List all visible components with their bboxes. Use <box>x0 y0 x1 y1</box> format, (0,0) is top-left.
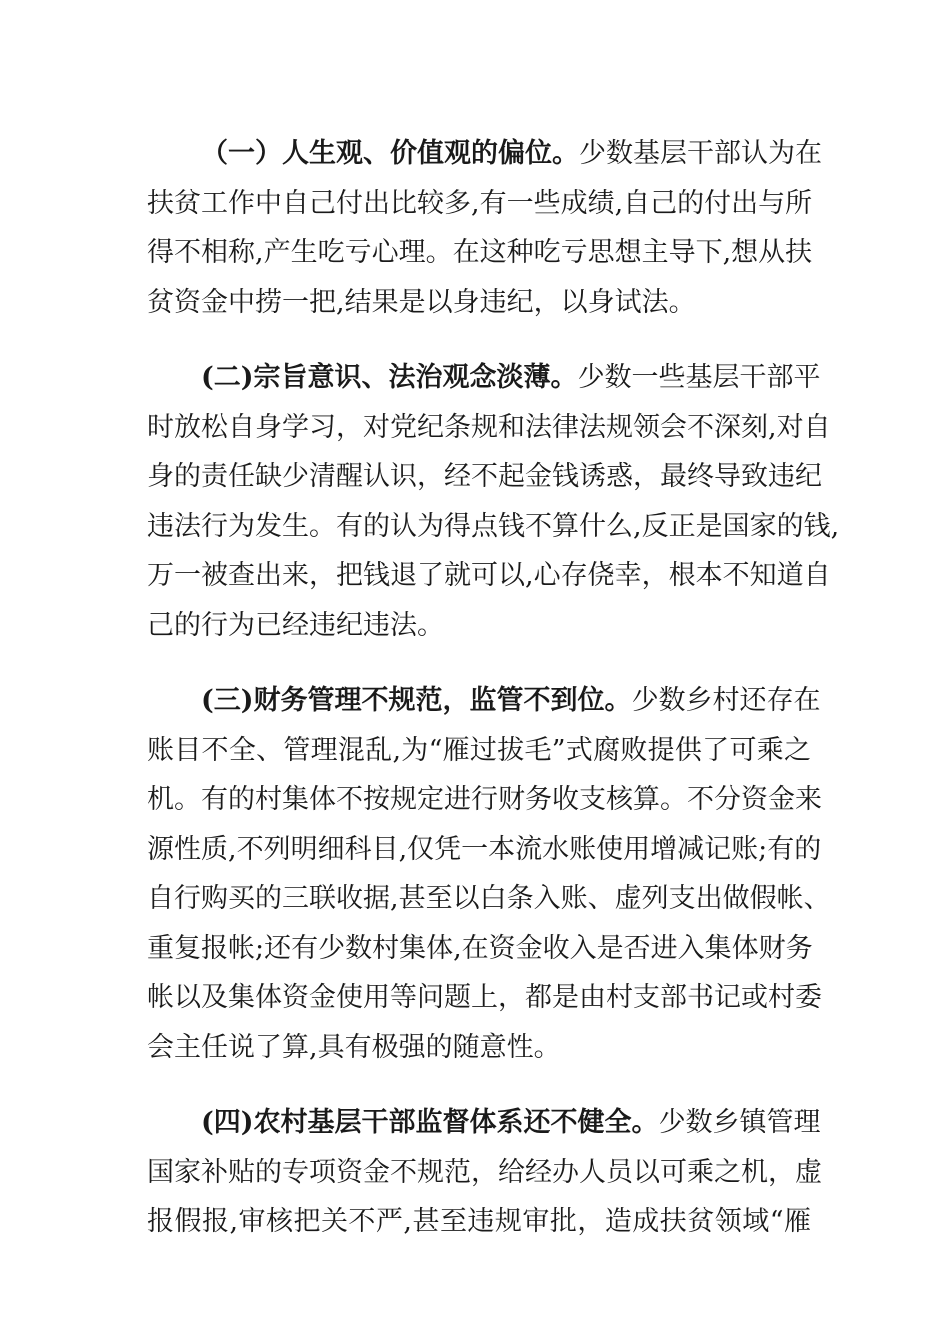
paragraph-line: 身的责任缺少清醒认识，经不起金钱诱惑，最终导致违纪 <box>147 461 822 492</box>
paragraph-line: 帐以及集体资金使用等问题上，都是由村支部书记或村委 <box>147 982 822 1013</box>
paragraph-2 <box>147 353 840 650</box>
paragraph-line <box>147 129 822 179</box>
paragraph-text: 少数乡村还存在 <box>631 685 821 716</box>
paragraph-line: 违法行为发生。有的认为得点钱不算什么,反正是国家的钱, <box>147 510 840 542</box>
paragraph-text: 少数乡镇管理 <box>658 1107 821 1138</box>
paragraph-line: 时放松自身学习，对党纪条规和法律法规领会不深刻,对自 <box>147 411 831 443</box>
paragraph-line: 源性质,不列明细科目,仅凭一本流水账使用增减记账;有的 <box>147 833 822 865</box>
paragraph-line: 万一被查出来，把钱退了就可以,心存侥幸，根本不知道自 <box>147 560 831 591</box>
paragraph-line: 国家补贴的专项资金不规范，给经办人员以可乘之机，虚 <box>147 1156 822 1188</box>
paragraph-1 <box>147 129 822 327</box>
paragraph-text: 少数基层干部认为在 <box>579 138 822 169</box>
paragraph-line: 账目不全、管理混乱,为“雁过拔毛”式腐败提供了可乘之 <box>147 734 811 766</box>
paragraph-heading: (四)农村基层干部监督体系还不健全。 <box>201 1107 659 1138</box>
paragraph-line: 扶贫工作中自己付出比较多,有一些成绩,自己的付出与所 <box>147 187 813 219</box>
paragraph-line <box>147 1098 821 1148</box>
document-body <box>147 129 840 1273</box>
paragraph-3 <box>147 676 831 1072</box>
paragraph-4 <box>147 1098 822 1247</box>
paragraph-line: 贫资金中捞一把,结果是以身违纪，以身试法。 <box>147 286 696 318</box>
paragraph-line: 机。有的村集体不按规定进行财务收支核算。不分资金来 <box>147 784 822 815</box>
paragraph-heading: （一）人生观、价值观的偏位。 <box>201 138 579 169</box>
paragraph-text: 少数一些基层干部平 <box>577 362 821 393</box>
paragraph-heading: (三)财务管理不规范，监管不到位。 <box>201 685 632 716</box>
paragraph-line: 报假报,审核把关不严,甚至违规审批，造成扶贫领域“雁 <box>147 1206 811 1237</box>
paragraph-line: 重复报帐;还有少数村集体,在资金收入是否进入集体财务 <box>147 932 813 964</box>
paragraph-line <box>147 353 821 403</box>
paragraph-line: 会主任说了算,具有极强的随意性。 <box>147 1031 561 1063</box>
paragraph-line: 得不相称,产生吃亏心理。在这种吃亏思想主导下,想从扶 <box>147 237 813 268</box>
paragraph-line: 自行购买的三联收据,甚至以白条入账、虚列支出做假帐、 <box>147 883 831 914</box>
paragraph-heading: (二)宗旨意识、法治观念淡薄。 <box>201 362 578 393</box>
paragraph-line <box>147 676 821 726</box>
paragraph-line: 己的行为已经违纪违法。 <box>147 609 444 641</box>
